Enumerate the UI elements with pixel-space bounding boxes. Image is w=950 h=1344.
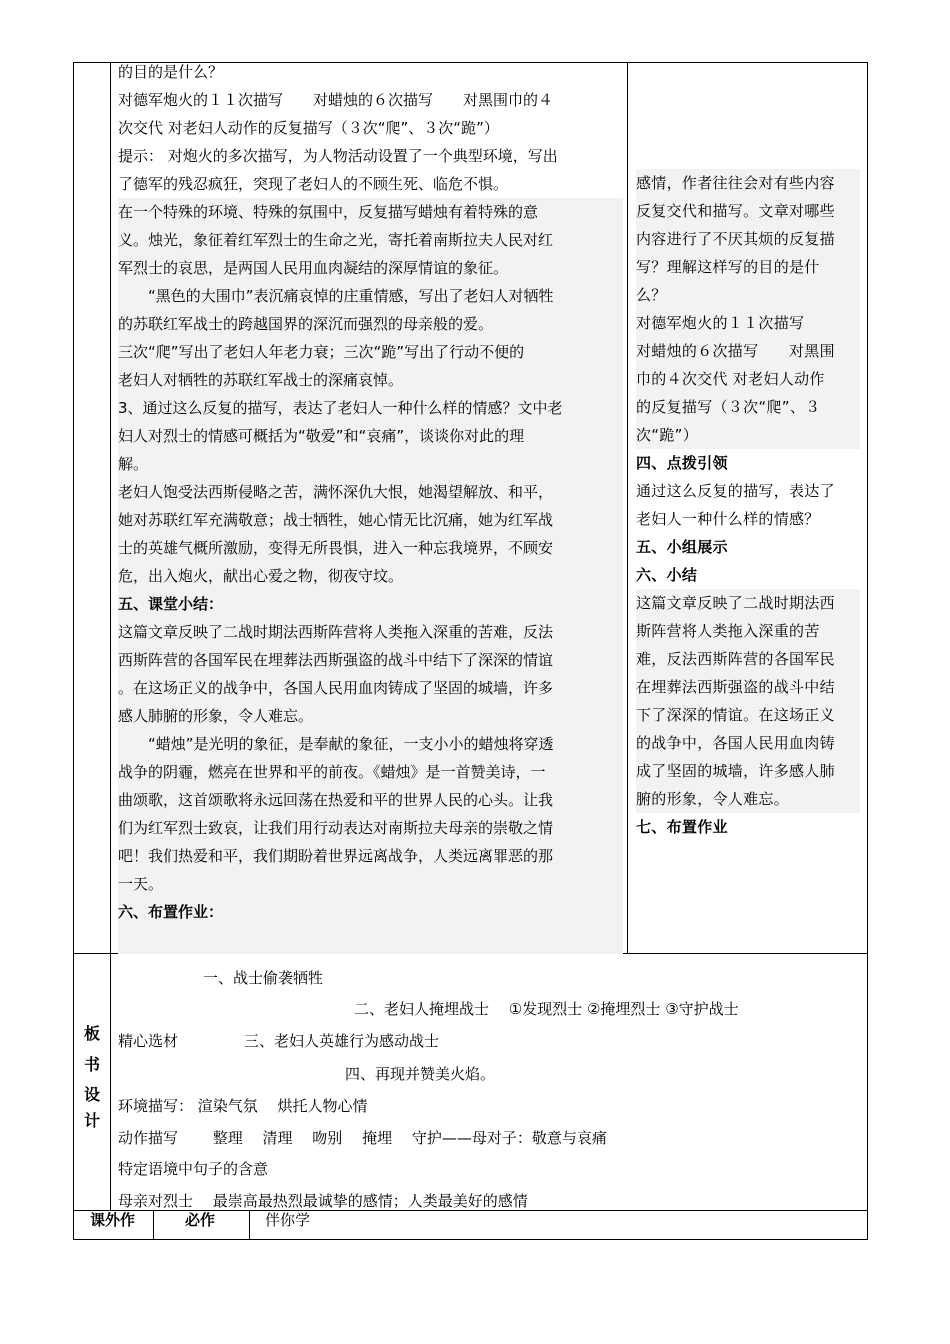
text-line: 么？	[636, 281, 860, 309]
text-line: 义。烛光，象征着红军烈士的生命之光，寄托着南斯拉夫人民对红	[118, 226, 623, 254]
text-line: 西斯阵营的各国军民在埋葬法西斯强盗的战斗中结下了深深的情谊	[118, 646, 623, 674]
text-line: “黑色的大围巾”表沉痛哀悼的庄重情感，写出了老妇人对牺牲	[118, 282, 623, 310]
section-heading: 七、布置作业	[636, 818, 728, 836]
footer-material: 伴你学	[265, 1211, 311, 1229]
text-line: 反复交代和描写。文章对哪些	[636, 197, 860, 225]
section-heading: 六、小结	[636, 566, 698, 584]
text-line: 难，反法西斯阵营的各国军民	[636, 645, 860, 673]
text-line: 对德军炮火的１１次描写 对蜡烛的６次描写 对黑围巾的４	[118, 91, 554, 109]
board-line: 环境描写： 渲染气氛 烘托人物心情	[118, 1097, 368, 1115]
text-line: 们为红军烈士致哀，让我们用行动表达对南斯拉夫母亲的崇敬之情	[118, 814, 623, 842]
board-line: 动作描写 整理 清理 吻别 掩埋 守护——母对子：敬意与哀痛	[118, 1129, 607, 1147]
text-line: 对德军炮火的１１次描写	[636, 309, 860, 337]
footer-divider-1	[153, 1210, 154, 1240]
text-line: 三次“爬”写出了老妇人年老力衰；三次“跪”写出了行动不便的	[118, 338, 623, 366]
text-line: 曲颂歌，这首颂歌将永远回荡在热爱和平的世界人民的心头。让我	[118, 786, 623, 814]
table-bottom-border	[73, 1239, 868, 1240]
text-line: 的苏联红军战士的跨越国界的深沉而强烈的母亲般的爱。	[118, 310, 623, 338]
text-line: “蜡烛”是光明的象征，是奉献的象征，一支小小的蜡烛将穿透	[118, 730, 623, 758]
text-line: 在一个特殊的环境、特殊的氛围中，反复描写蜡烛有着特殊的意	[118, 198, 623, 226]
column-divider-1	[110, 62, 111, 1210]
text-line: 次交代 对老妇人动作的反复描写（３次“爬”、３次“跪”）	[118, 119, 499, 137]
text-line: 感人肺腑的形象，令人难忘。	[118, 702, 623, 730]
section-heading: 五、课堂小结：	[118, 590, 623, 618]
column-divider-2	[627, 62, 628, 953]
text-line: 。在这场正义的战争中，各国人民用血肉铸成了坚固的城墙，许多	[118, 674, 623, 702]
section-heading: 六、布置作业：	[118, 898, 623, 926]
text-line: 这篇文章反映了二战时期法西	[636, 589, 860, 617]
text-line: 感情，作者往往会对有些内容	[636, 169, 860, 197]
text-line: 成了坚固的城墙，许多感人肺	[636, 757, 860, 785]
text-line: 的目的是什么？	[118, 63, 224, 81]
text-line: 军烈士的哀思，是两国人民用血肉凝结的深厚情谊的象征。	[118, 254, 623, 282]
blank-line	[118, 926, 623, 954]
board-label-char: 板	[84, 1024, 101, 1043]
text-line: 3、通过这么反复的描写，表达了老妇人一种什么样的情感？文中老	[118, 394, 623, 422]
text-line: 老妇人饱受法西斯侵略之苦，满怀深仇大恨，她渴望解放、和平，	[118, 478, 623, 506]
board-line: 四、再现并赞美火焰。	[345, 1065, 496, 1083]
section-heading: 四、点拨引领	[636, 454, 728, 472]
text-line: 在埋葬法西斯强盗的战斗中结	[636, 673, 860, 701]
table-left-border	[73, 62, 74, 1240]
board-line: 特定语境中句子的含意	[118, 1160, 269, 1178]
text-line: 老妇人对牺牲的苏联红军战士的深痛哀悼。	[118, 366, 623, 394]
text-line: 士的英雄气概所激励，变得无所畏惧，进入一种忘我境界，不顾安	[118, 534, 623, 562]
text-line: 解。	[118, 450, 623, 478]
board-line: 母亲对烈士 最崇高最热烈最诚挚的感情；人类最美好的感情	[118, 1192, 528, 1210]
lesson-process-column	[118, 58, 623, 954]
text-line: 的战争中，各国人民用血肉铸	[636, 729, 860, 757]
text-line: 巾的４次交代 对老妇人动作	[636, 365, 860, 393]
board-label-char: 设	[84, 1085, 101, 1104]
text-line: 这篇文章反映了二战时期法西斯阵营将人类拖入深重的苦难，反法	[118, 618, 623, 646]
board-line: 三、老妇人英雄行为感动战士	[244, 1032, 440, 1050]
text-line: 妇人对烈士的情感可概括为“敬爱”和“哀痛”，谈谈你对此的理	[118, 422, 623, 450]
text-line: 老妇人一种什么样的情感？	[636, 510, 820, 528]
text-line: 下了深深的情谊。在这场正义	[636, 701, 860, 729]
table-right-border	[867, 62, 868, 1240]
text-line: 危，出入炮火，献出心爱之物，彻夜守坟。	[118, 562, 623, 590]
board-line: 二、老妇人掩埋战士 ①发现烈士 ②掩埋烈士 ③守护战士	[354, 1000, 739, 1018]
board-label-char: 书	[84, 1055, 101, 1074]
text-line: 内容进行了不厌其烦的反复描	[636, 225, 860, 253]
text-line: 一天。	[118, 870, 623, 898]
student-activity-column	[636, 169, 860, 841]
text-line: 通过这么反复的描写，表达了	[636, 482, 835, 500]
text-line: 吧！我们热爱和平，我们期盼着世界远离战争，人类远离罪恶的那	[118, 842, 623, 870]
text-line: 斯阵营将人类拖入深重的苦	[636, 617, 860, 645]
section-heading: 五、小组展示	[636, 538, 728, 556]
text-line: 腑的形象，令人难忘。	[636, 785, 860, 813]
footer-label: 课外作	[90, 1211, 136, 1229]
footer-divider-2	[249, 1210, 250, 1240]
text-line: 她对苏联红军充满敬意；战士牺牲，她心情无比沉痛，她为红军战	[118, 506, 623, 534]
board-label-char: 计	[84, 1111, 101, 1130]
text-line: 写？理解这样写的目的是什	[636, 253, 860, 281]
text-line: 提示： 对炮火的多次描写，为人物活动设置了一个典型环境，写出	[118, 147, 558, 165]
text-line: 战争的阴霾，燃亮在世界和平的前夜。《蜡烛》是一首赞美诗，一	[118, 758, 623, 786]
text-line: 了德军的残忍疯狂，突现了老妇人的不顾生死、临危不惧。	[118, 175, 509, 193]
footer-required-label: 必作	[185, 1211, 216, 1229]
board-line: 精心选材	[118, 1032, 179, 1050]
text-line: 对蜡烛的６次描写 对黑围	[636, 337, 860, 365]
text-line: 次“跪”）	[636, 421, 860, 449]
text-line: 的反复描写（３次“爬”、３	[636, 393, 860, 421]
board-line: 一、战士偷袭牺牲	[203, 969, 324, 987]
